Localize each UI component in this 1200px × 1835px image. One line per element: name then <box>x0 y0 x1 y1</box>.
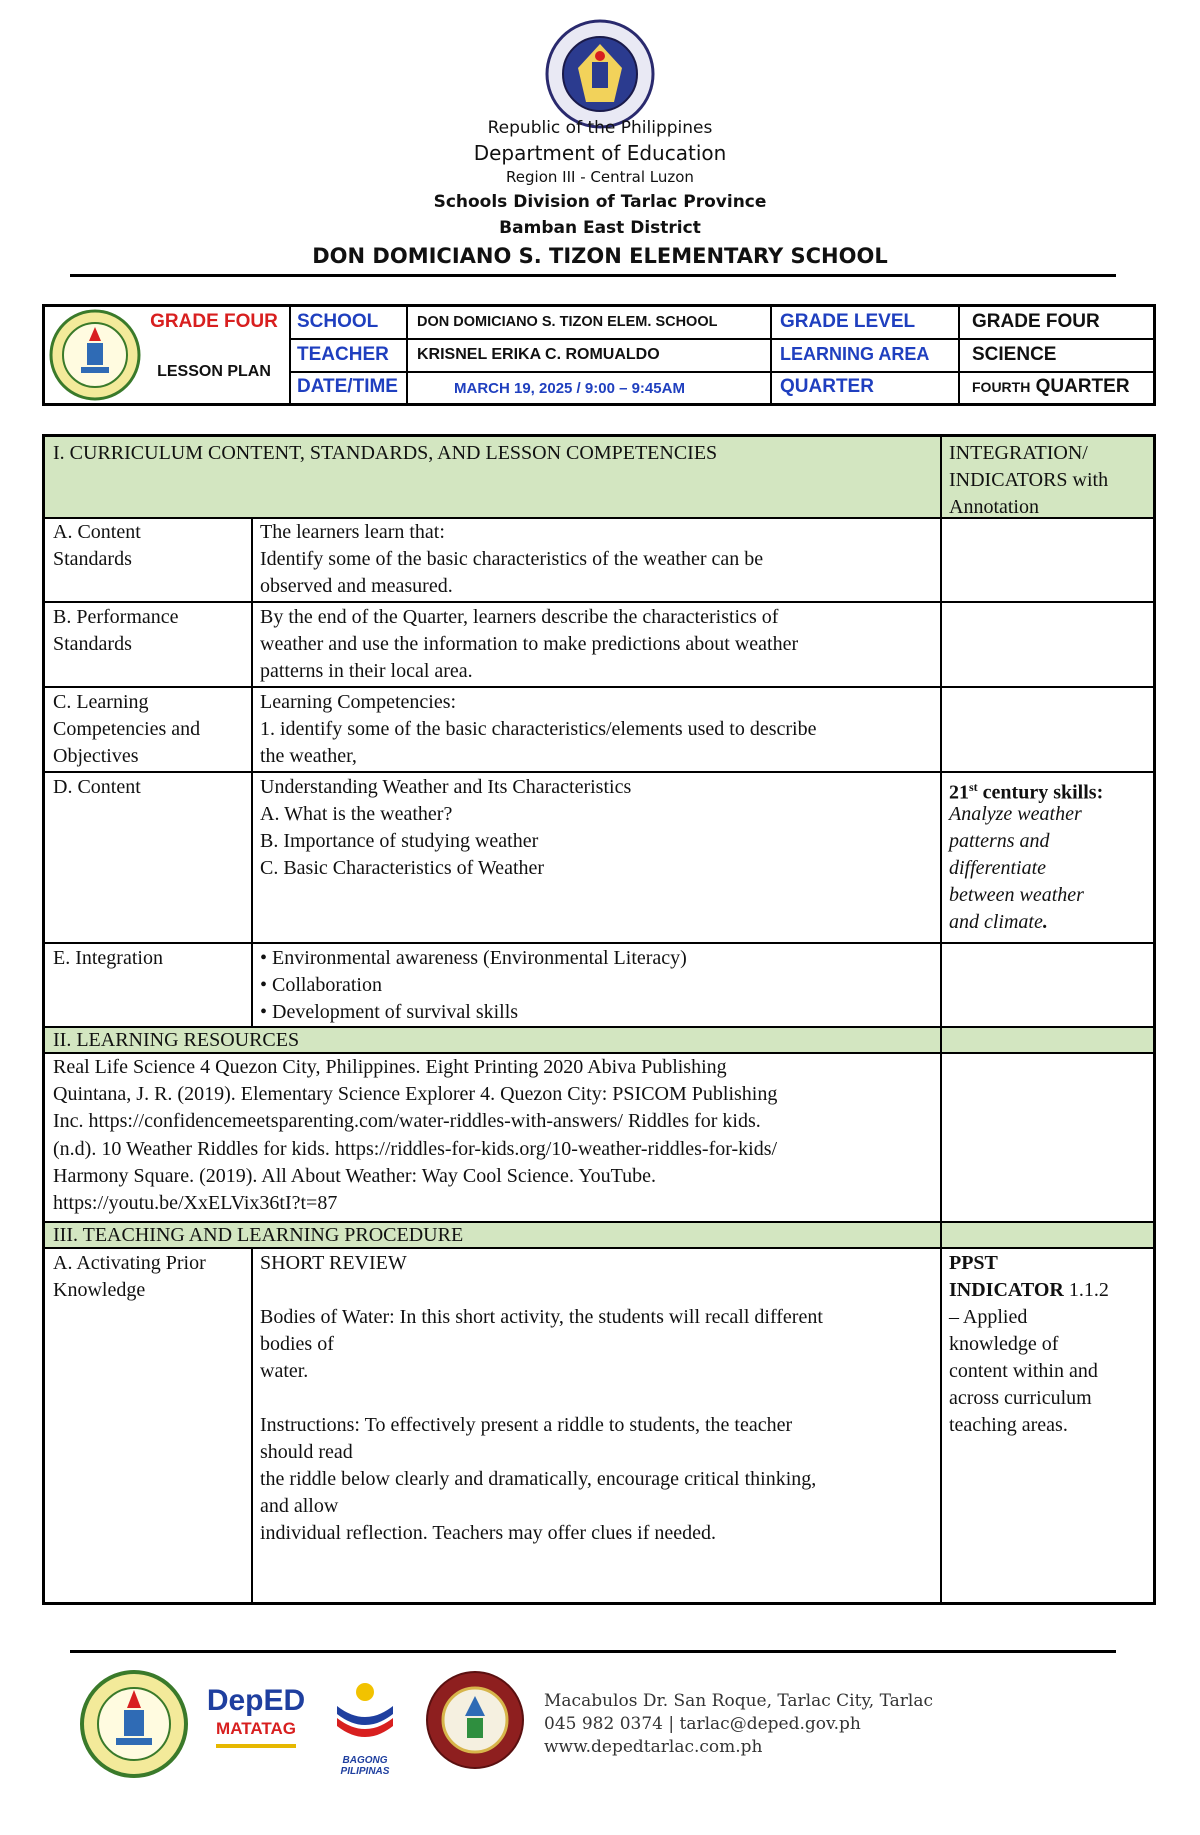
teacher-label: TEACHER <box>297 344 389 365</box>
header-republic: Republic of the Philippines <box>487 118 713 138</box>
quarter-value-small: FOURTH <box>972 379 1031 395</box>
quarter-value <box>972 376 1130 398</box>
content-standards-label: A. Content Standards <box>53 521 141 570</box>
deped-word: DepED <box>206 1684 306 1717</box>
grade-level-value: GRADE FOUR <box>972 311 1100 332</box>
learning-area-value: SCIENCE <box>972 344 1057 365</box>
content-text: Understanding Weather and Its Characteristics A. What is the weather? B. Importance of studying weather C. Basic Characteristics of Weather <box>260 776 632 879</box>
integration-label: E. Integration <box>53 947 163 969</box>
ppst-indicator-title: PPST INDICATOR <box>949 1252 1064 1301</box>
content-standards-text: The learners learn that: Identify some of the basic characteristics of the weather can be observed and measured. <box>260 521 764 597</box>
section-curriculum-title: I. CURRICULUM CONTENT, STANDARDS, AND LESSON COMPETENCIES <box>53 442 718 464</box>
activating-prior-knowledge-text: SHORT REVIEW Bodies of Water: In this short activity, the students will recall different bodies of water. Instructions: To effectively present a riddle to students, the teacher should read the riddle below clearly and dramatically, encourage critical thinking, and allow individual reflection. Teachers may offer clues if needed. <box>260 1252 823 1544</box>
learning-competencies-label: C. Learning Competencies and Objectives <box>53 691 201 767</box>
header-divider <box>70 274 1116 277</box>
lesson-info-table <box>42 304 1156 406</box>
content-label: D. Content <box>53 776 141 798</box>
school-value: DON DOMICIANO S. TIZON ELEM. SCHOOL <box>417 314 718 330</box>
century-skills-suffix: st <box>969 780 978 794</box>
school-footer-logo <box>80 1670 188 1778</box>
learning-resources-text: Real Life Science 4 Quezon City, Philippines. Eight Printing 2020 Abiva Publishing Quintana, J. R. (2019). Elementary Science Explorer 4. Quezon City: PSICOM Publishing Inc. https://confidencemeetsparenting.com/water-riddles-with-answers/ Riddles for kids. (n.d). 10 Weather Riddles for kids. https://riddles-for-kids.org/10-weather-riddles-for-kids/ Harmony Square. (2019). All About Weather: Way Cool Science. YouTube. https://youtu.be/XxELVix36tI?t=87 <box>53 1056 778 1215</box>
bagong-pilipinas-logo <box>320 1670 410 1780</box>
header-district: Bamban East District <box>499 218 701 238</box>
school-logo <box>49 309 141 401</box>
section-procedure-title: III. TEACHING AND LEARNING PROCEDURE <box>53 1224 464 1246</box>
deped-matatag-logo <box>206 1684 306 1764</box>
school-label: SCHOOL <box>297 311 379 332</box>
header-division: Schools Division of Tarlac Province <box>433 192 767 212</box>
grade-title: GRADE FOUR <box>150 311 278 332</box>
ppst-indicator-text: – Applied knowledge of content within and across curriculum teaching areas. <box>949 1306 1098 1436</box>
teacher-value: KRISNEL ERIKA C. ROMUALDO <box>417 346 660 363</box>
datetime-value: MARCH 19, 2025 / 9:00 – 9:45AM <box>454 380 685 397</box>
lesson-plan-label: LESSON PLAN <box>157 363 271 380</box>
century-skills-label: century skills: <box>977 781 1104 804</box>
datetime-label: DATE/TIME <box>297 376 398 397</box>
ppst-indicator <box>949 1250 1149 1439</box>
section-learning-resources-title: II. LEARNING RESOURCES <box>53 1029 300 1051</box>
header-school-name: DON DOMICIANO S. TIZON ELEMENTARY SCHOOL <box>312 244 888 268</box>
footer-contact: 045 982 0374 | tarlac@deped.gov.ph <box>544 1714 861 1734</box>
integration-text: • Environmental awareness (Environmental Literacy) • Collaboration • Development of survival skills <box>260 947 687 1023</box>
matatag-word: MATATAG <box>216 1719 296 1738</box>
century-skills-body: Analyze weather patterns and differentiate between weather and climate <box>949 803 1084 933</box>
footer-website: www.depedtarlac.com.ph <box>544 1737 763 1757</box>
century-skills-text <box>949 801 1149 936</box>
footer-divider <box>70 1650 1116 1653</box>
activating-prior-knowledge-label: A. Activating Prior Knowledge <box>53 1252 206 1301</box>
footer-address: Macabulos Dr. San Roque, Tarlac City, Tarlac <box>544 1691 933 1711</box>
bagong-pilipinas-text: BAGONG PILIPINAS <box>340 1755 390 1777</box>
deped-seal <box>540 18 660 130</box>
century-skills-period: . <box>1042 911 1048 933</box>
header-region: Region III - Central Luzon <box>506 168 694 186</box>
century-skills-number: 21 <box>949 781 969 804</box>
learning-competencies-text: Learning Competencies: 1. identify some of the basic characteristics/elements used to describe the weather, <box>260 691 817 767</box>
ppst-indicator-number: 1.1.2 <box>1063 1279 1109 1301</box>
grade-level-label: GRADE LEVEL <box>780 311 916 332</box>
integration-header: INTEGRATION/ INDICATORS with Annotation <box>949 442 1109 518</box>
tarlac-division-logo <box>425 1670 525 1770</box>
performance-standards-text: By the end of the Quarter, learners describe the characteristics of weather and use the information to make predictions about weather patterns in their local area. <box>260 606 799 682</box>
performance-standards-label: B. Performance Standards <box>53 606 179 655</box>
quarter-label: QUARTER <box>780 376 874 397</box>
quarter-value-main: QUARTER <box>1035 376 1130 397</box>
lesson-plan-table <box>42 434 1156 1605</box>
header-department: Department of Education <box>473 141 727 165</box>
learning-area-label: LEARNING AREA <box>780 344 930 364</box>
